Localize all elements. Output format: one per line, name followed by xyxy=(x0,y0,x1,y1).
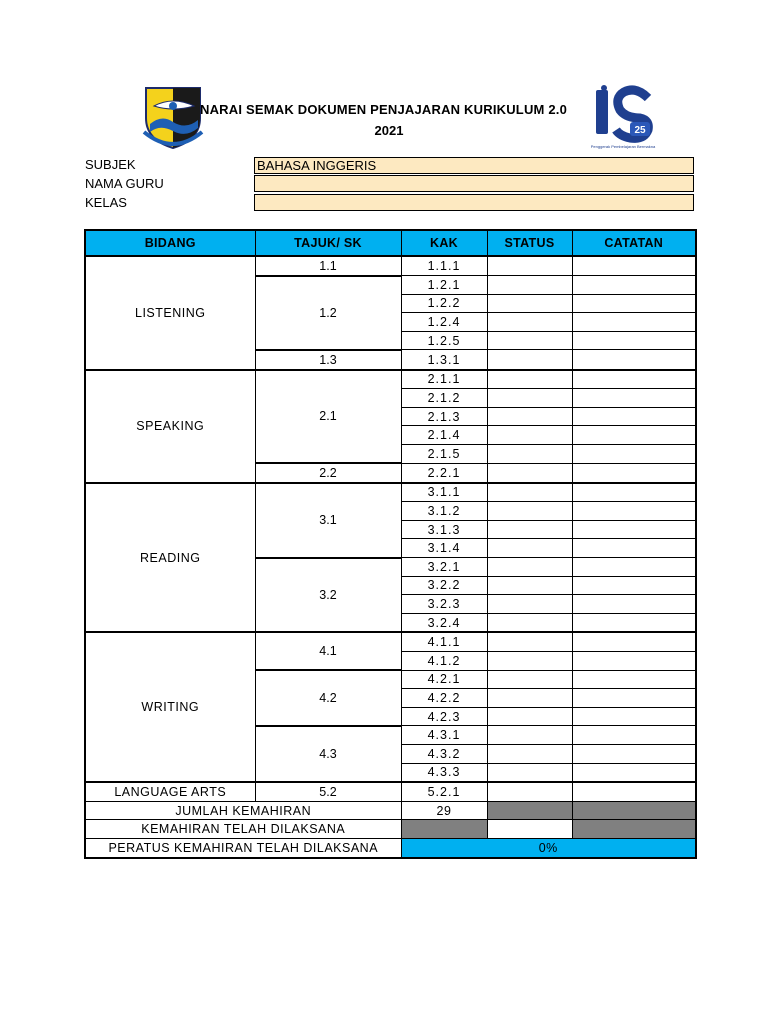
catatan-cell[interactable] xyxy=(572,502,696,521)
checklist-body xyxy=(85,256,696,801)
bidang-cell: READING xyxy=(85,483,255,633)
kak-cell: 4.1.2 xyxy=(401,651,487,670)
kak-cell: 3.2.2 xyxy=(401,576,487,595)
status-cell[interactable] xyxy=(487,370,572,389)
status-cell[interactable] xyxy=(487,502,572,521)
table-row xyxy=(85,782,696,801)
sk-cell: 1.1 xyxy=(255,256,401,276)
catatan-cell[interactable] xyxy=(572,707,696,726)
kak-cell: 3.2.4 xyxy=(401,613,487,632)
gray-cell xyxy=(572,801,696,820)
header-status: STATUS xyxy=(487,230,572,256)
subjek-field[interactable]: BAHASA INGGERIS xyxy=(254,157,694,174)
sk-cell: 3.2 xyxy=(255,558,401,633)
jumlah-row xyxy=(85,801,696,820)
sk-cell: 1.2 xyxy=(255,276,401,350)
catatan-cell[interactable] xyxy=(572,331,696,350)
kak-cell: 3.1.1 xyxy=(401,483,487,502)
bidang-cell: SPEAKING xyxy=(85,370,255,483)
catatan-cell[interactable] xyxy=(572,632,696,651)
status-cell[interactable] xyxy=(487,444,572,463)
kak-cell: 2.1.5 xyxy=(401,444,487,463)
dilaksana-value[interactable] xyxy=(487,820,572,839)
peratus-label: PERATUS KEMAHIRAN TELAH DILAKSANA xyxy=(85,838,401,857)
document-year: 2021 xyxy=(374,123,404,138)
kak-cell: 1.3.1 xyxy=(401,350,487,370)
nama-guru-label: NAMA GURU xyxy=(85,176,164,191)
sk-cell: 4.3 xyxy=(255,726,401,782)
status-cell[interactable] xyxy=(487,331,572,350)
status-cell[interactable] xyxy=(487,707,572,726)
status-cell[interactable] xyxy=(487,483,572,502)
kak-cell: 2.2.1 xyxy=(401,463,487,483)
kak-cell: 1.2.2 xyxy=(401,294,487,313)
catatan-cell[interactable] xyxy=(572,407,696,426)
sk-cell: 4.1 xyxy=(255,632,401,670)
kak-cell: 4.2.3 xyxy=(401,707,487,726)
status-cell[interactable] xyxy=(487,744,572,763)
catatan-cell[interactable] xyxy=(572,370,696,389)
status-cell[interactable] xyxy=(487,651,572,670)
status-cell[interactable] xyxy=(487,763,572,782)
catatan-cell[interactable] xyxy=(572,483,696,502)
table-row xyxy=(85,483,696,502)
nama-guru-field[interactable] xyxy=(254,175,694,192)
checklist-table xyxy=(84,229,697,859)
school-crest-logo xyxy=(142,84,204,150)
kak-cell: 4.3.3 xyxy=(401,763,487,782)
dilaksana-row xyxy=(85,820,696,839)
kak-cell: 4.1.1 xyxy=(401,632,487,651)
sk-cell: 2.2 xyxy=(255,463,401,483)
table-row xyxy=(85,256,696,276)
kelas-label: KELAS xyxy=(85,195,127,210)
peratus-value: 0% xyxy=(401,838,696,857)
sk-cell: 3.1 xyxy=(255,483,401,558)
status-cell[interactable] xyxy=(487,407,572,426)
peratus-row xyxy=(85,838,696,857)
sk-cell: 1.3 xyxy=(255,350,401,370)
header-bidang: BIDANG xyxy=(85,230,255,256)
status-cell[interactable] xyxy=(487,539,572,558)
status-cell[interactable] xyxy=(487,520,572,539)
subjek-label: SUBJEK xyxy=(85,157,136,172)
gray-cell xyxy=(572,820,696,839)
catatan-cell[interactable] xyxy=(572,444,696,463)
status-cell[interactable] xyxy=(487,426,572,445)
header-catatan: CATATAN xyxy=(572,230,696,256)
kelas-field[interactable] xyxy=(254,194,694,211)
status-cell[interactable] xyxy=(487,670,572,689)
kak-cell: 3.1.4 xyxy=(401,539,487,558)
status-cell[interactable] xyxy=(487,613,572,632)
catatan-cell[interactable] xyxy=(572,389,696,408)
sk-cell: 5.2 xyxy=(255,782,401,801)
kak-cell: 1.2.5 xyxy=(401,331,487,350)
bidang-cell: LISTENING xyxy=(85,256,255,370)
catatan-cell[interactable] xyxy=(572,651,696,670)
header-tajuk-sk: TAJUK/ SK xyxy=(255,230,401,256)
catatan-cell[interactable] xyxy=(572,595,696,614)
bidang-cell: WRITING xyxy=(85,632,255,782)
status-cell[interactable] xyxy=(487,350,572,370)
kak-cell: 3.1.3 xyxy=(401,520,487,539)
table-header-row xyxy=(85,230,696,256)
catatan-cell[interactable] xyxy=(572,744,696,763)
catatan-cell[interactable] xyxy=(572,256,696,276)
jumlah-value: 29 xyxy=(401,801,487,820)
sk-cell: 2.1 xyxy=(255,370,401,463)
catatan-cell[interactable] xyxy=(572,313,696,332)
catatan-cell[interactable] xyxy=(572,613,696,632)
kak-cell: 4.3.1 xyxy=(401,726,487,745)
kak-cell: 2.1.2 xyxy=(401,389,487,408)
status-cell[interactable] xyxy=(487,595,572,614)
svg-text:25: 25 xyxy=(634,125,646,136)
catatan-cell[interactable] xyxy=(572,558,696,577)
catatan-cell[interactable] xyxy=(572,520,696,539)
status-cell[interactable] xyxy=(487,726,572,745)
table-row xyxy=(85,370,696,389)
header-kak: KAK xyxy=(401,230,487,256)
bidang-cell: LANGUAGE ARTS xyxy=(85,782,255,801)
status-cell[interactable] xyxy=(487,276,572,295)
catatan-cell[interactable] xyxy=(572,782,696,801)
status-cell[interactable] xyxy=(487,576,572,595)
status-cell[interactable] xyxy=(487,313,572,332)
kak-cell: 4.3.2 xyxy=(401,744,487,763)
status-cell[interactable] xyxy=(487,632,572,651)
table-row xyxy=(85,632,696,651)
catatan-cell[interactable] xyxy=(572,294,696,313)
kak-cell: 3.1.2 xyxy=(401,502,487,521)
gray-cell xyxy=(401,820,487,839)
kak-cell: 4.2.2 xyxy=(401,689,487,708)
catatan-cell[interactable] xyxy=(572,463,696,483)
kak-cell: 1.1.1 xyxy=(401,256,487,276)
sk-cell: 4.2 xyxy=(255,670,401,726)
catatan-cell[interactable] xyxy=(572,670,696,689)
kak-cell: 2.1.3 xyxy=(401,407,487,426)
catatan-cell[interactable] xyxy=(572,350,696,370)
catatan-cell[interactable] xyxy=(572,426,696,445)
kak-cell: 2.1.4 xyxy=(401,426,487,445)
svg-text:Penggerak Pembelajaran Bermakn: Penggerak Pembelajaran Bermakna xyxy=(590,144,656,149)
status-cell[interactable] xyxy=(487,389,572,408)
jumlah-label: JUMLAH KEMAHIRAN xyxy=(85,801,401,820)
kak-cell: 3.2.1 xyxy=(401,558,487,577)
catatan-cell[interactable] xyxy=(572,763,696,782)
status-cell[interactable] xyxy=(487,256,572,276)
status-cell[interactable] xyxy=(487,782,572,801)
kak-cell: 5.2.1 xyxy=(401,782,487,801)
status-cell[interactable] xyxy=(487,689,572,708)
kak-cell: 2.1.1 xyxy=(401,370,487,389)
kak-cell: 3.2.3 xyxy=(401,595,487,614)
kak-cell: 4.2.1 xyxy=(401,670,487,689)
kak-cell: 1.2.4 xyxy=(401,313,487,332)
catatan-cell[interactable] xyxy=(572,276,696,295)
is25-logo xyxy=(590,84,656,152)
catatan-cell[interactable] xyxy=(572,726,696,745)
catatan-cell[interactable] xyxy=(572,539,696,558)
gray-cell xyxy=(487,801,572,820)
kak-cell: 1.2.1 xyxy=(401,276,487,295)
dilaksana-label: KEMAHIRAN TELAH DILAKSANA xyxy=(85,820,401,839)
document-title: NARAI SEMAK DOKUMEN PENJAJARAN KURIKULUM 2.0 xyxy=(200,102,568,117)
status-cell[interactable] xyxy=(487,294,572,313)
catatan-cell[interactable] xyxy=(572,576,696,595)
status-cell[interactable] xyxy=(487,558,572,577)
catatan-cell[interactable] xyxy=(572,689,696,708)
status-cell[interactable] xyxy=(487,463,572,483)
